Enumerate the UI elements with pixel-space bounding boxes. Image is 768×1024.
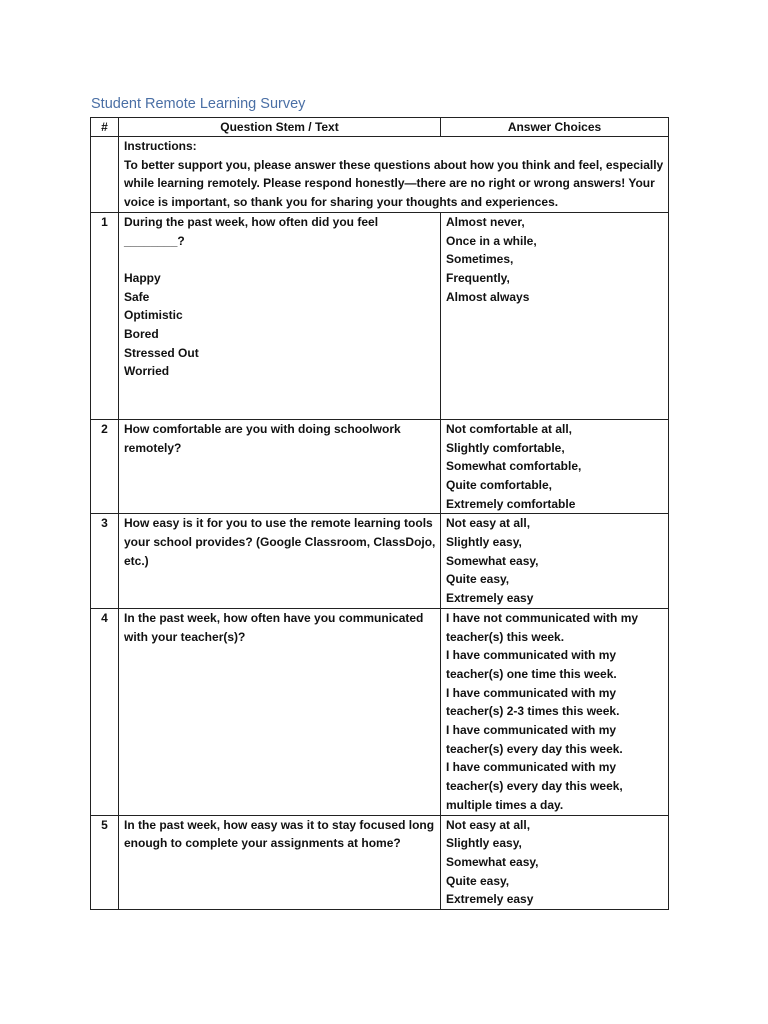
answer-choice: Once in a while, xyxy=(446,233,537,248)
survey-table xyxy=(90,117,669,910)
answer-choice: teacher(s) this week. xyxy=(446,629,565,644)
answer-choice: Somewhat easy, xyxy=(446,854,539,869)
feeling-item: Safe xyxy=(124,289,150,304)
answer-choice: I have communicated with my xyxy=(446,760,617,775)
instructions-number-cell xyxy=(91,137,119,213)
question-stem-cell xyxy=(119,212,441,419)
answer-choice: Slightly easy, xyxy=(446,535,522,550)
question-stem-cell xyxy=(119,815,441,910)
answer-choice: Slightly comfortable, xyxy=(446,440,565,455)
answer-choice: teacher(s) every day this week. xyxy=(446,741,623,756)
document-title: Student Remote Learning Survey xyxy=(91,96,306,112)
question-stem-cell xyxy=(119,419,441,514)
question-stem-line: During the past week, how often did you feel xyxy=(124,214,379,229)
answer-choice: Not comfortable at all, xyxy=(446,421,573,436)
answer-choice: Slightly easy, xyxy=(446,836,522,851)
answer-choice: Quite comfortable, xyxy=(446,477,553,492)
answer-choice: Quite easy, xyxy=(446,572,510,587)
table-row xyxy=(91,419,669,514)
question-stem-line: How easy is it for you to use the remote learning tools xyxy=(124,516,433,531)
question-stem-line: In the past week, how often have you communicated xyxy=(124,610,424,625)
table-row xyxy=(91,212,669,419)
question-number: 3 xyxy=(91,514,119,609)
feeling-item: Bored xyxy=(124,327,159,342)
answer-choice: Somewhat easy, xyxy=(446,553,539,568)
answer-choice: teacher(s) 2-3 times this week. xyxy=(446,704,620,719)
table-row xyxy=(91,815,669,910)
answer-choices-cell xyxy=(441,815,669,910)
answer-choice: Extremely easy xyxy=(446,591,534,606)
table-row xyxy=(91,514,669,609)
question-stem-line: How comfortable are you with doing schoolwork xyxy=(124,421,401,436)
answer-choice: Almost always xyxy=(446,289,530,304)
answer-choice: Extremely comfortable xyxy=(446,496,576,511)
answer-choice: teacher(s) every day this week, xyxy=(446,779,623,794)
instructions-cell xyxy=(119,137,669,213)
feeling-item: Worried xyxy=(124,364,170,379)
answer-choices-cell xyxy=(441,514,669,609)
instructions-label: Instructions: xyxy=(124,139,197,153)
spacer xyxy=(124,250,435,269)
instructions-text-line: To better support you, please answer these questions about how you think and feel, especially xyxy=(124,157,664,172)
answer-choice: Extremely easy xyxy=(446,892,534,907)
header-answer-choices: Answer Choices xyxy=(441,118,669,137)
question-stem-line: etc.) xyxy=(124,553,149,568)
answer-choice: Not easy at all, xyxy=(446,817,531,832)
question-number: 5 xyxy=(91,815,119,910)
question-stem-line: your school provides? (Google Classroom, ClassDojo, xyxy=(124,535,436,550)
question-stem-line: remotely? xyxy=(124,440,182,455)
answer-choice: I have communicated with my xyxy=(446,685,617,700)
table-row xyxy=(91,608,669,815)
question-stem-line: In the past week, how easy was it to stay focused long xyxy=(124,817,435,832)
answer-choice: Sometimes, xyxy=(446,252,514,267)
answer-choices-cell xyxy=(441,212,669,419)
feeling-item: Stressed Out xyxy=(124,345,199,360)
answer-choice: multiple times a day. xyxy=(446,797,564,812)
question-stem-line: enough to complete your assignments at home? xyxy=(124,836,401,851)
question-number: 1 xyxy=(91,212,119,419)
question-stem-line: ________? xyxy=(124,233,185,248)
answer-choice: I have not communicated with my xyxy=(446,610,639,625)
answer-choice: I have communicated with my xyxy=(446,723,617,738)
answer-choice: Almost never, xyxy=(446,214,525,229)
answer-choice: Frequently, xyxy=(446,270,510,285)
instructions-row xyxy=(91,137,669,213)
question-number: 2 xyxy=(91,419,119,514)
question-stem-cell xyxy=(119,608,441,815)
answer-choice: I have communicated with my xyxy=(446,648,617,663)
answer-choices-cell xyxy=(441,608,669,815)
instructions-text-line: while learning remotely. Please respond honestly—there are no right or wrong answers! Your xyxy=(124,176,655,191)
question-stem-line: with your teacher(s)? xyxy=(124,629,246,644)
feeling-item: Happy xyxy=(124,270,161,285)
answer-choice: Quite easy, xyxy=(446,873,510,888)
answer-choice: teacher(s) one time this week. xyxy=(446,666,617,681)
question-number: 4 xyxy=(91,608,119,815)
header-number: # xyxy=(91,118,119,137)
instructions-text-line: voice is important, so thank you for sharing your thoughts and experiences. xyxy=(124,195,559,210)
answer-choice: Somewhat comfortable, xyxy=(446,459,582,474)
table-header-row xyxy=(91,118,669,137)
answer-choice: Not easy at all, xyxy=(446,516,531,531)
answer-choices-cell xyxy=(441,419,669,514)
question-stem-cell xyxy=(119,514,441,609)
feeling-item: Optimistic xyxy=(124,308,183,323)
header-question-stem: Question Stem / Text xyxy=(119,118,441,137)
